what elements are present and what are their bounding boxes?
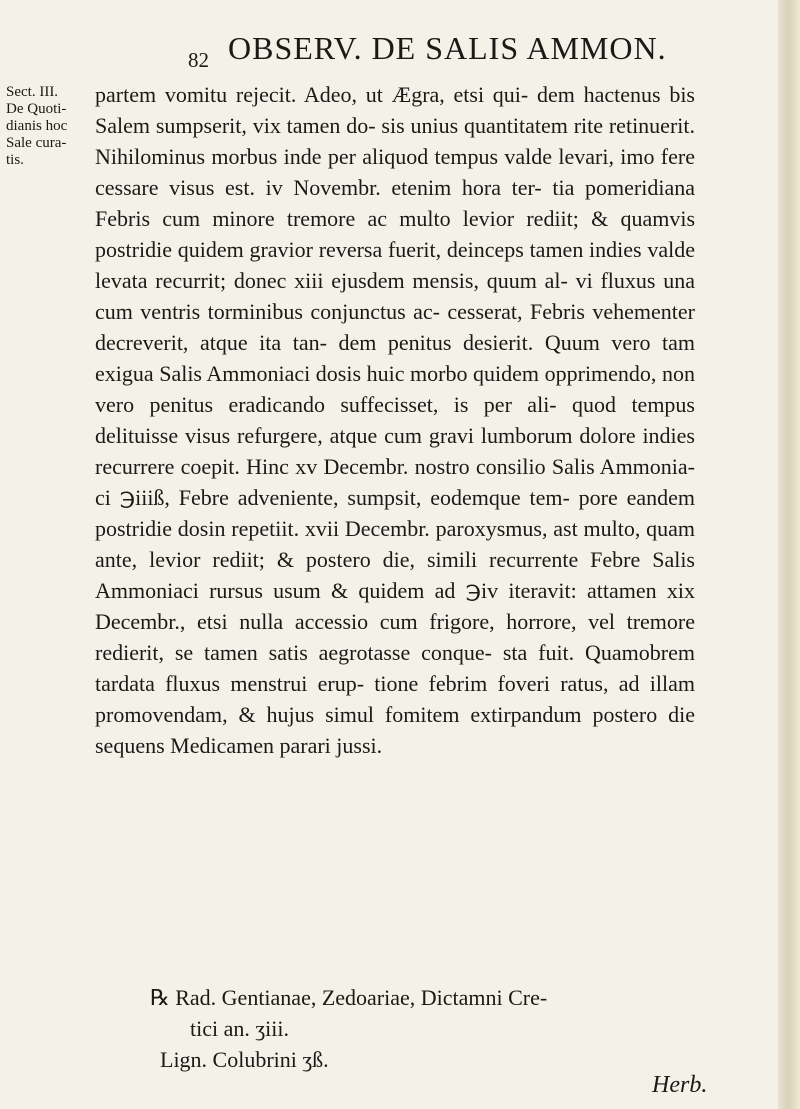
marginal-note (6, 84, 72, 169)
page-number: 82 (188, 48, 209, 72)
main-paragraph: partem vomitu rejecit. Adeo, ut Ægra, etsi qui- dem hactenus bis Salem sumpserit, vix tamen do- sis unius quantitatem rite retinuerit. Nihilominus morbus inde per aliquod tempus valde levari, imo fere cessare visus est. iv Novembr. etenim hora ter- tia pomeridiana Febris cum minore tremore ac multo levior rediit; & quamvis postridie quidem gravior reversa fuerit, deinceps tamen indies valde levata recurrit; donec xiii ejusdem mensis, quum al- vi fluxus una cum ventris torminibus conjunctus ac- cesserat, Febris vehementer decreverit, atque ita tan- dem penitus desierit. Quum vero tam exigua Salis Ammoniaci dosis huic morbo quidem opprimendo, non vero penitus eradicando suffecisset, is per ali- quod tempus delituisse visus refurgere, atque cum gravi lumborum dolore indies recurrere coepit. Hinc xv Decembr. nostro consilio Salis Ammonia- ci ℈iiiß, Febre adveniente, sumpsit, eodemque tem- pore eandem postridie dosin repetiit. xvii Decembr. paroxysmus, ast multo, quam ante, levior rediit; & postero die, simili recurrente Febre Salis Ammoniaci rursus usum & quidem ad ℈iv iteravit: attamen xix Decembr., etsi nulla accessio cum frigore, horrore, vel tremore redierit, se tamen satis aegrotasse conque- sta fuit. Quamobrem tardata fluxus menstrui erup- tione febrim foveri ratus, ad illam promovendam, & hujus simul fomitem extirpandum postero die sequens Medicamen parari jussi. (95, 82, 695, 758)
marginal-note-line: De Quoti- (6, 101, 67, 117)
page-header (188, 30, 728, 70)
body-text (95, 79, 695, 761)
page-edge-shadow (778, 0, 800, 1109)
marginal-note-line: dianis hoc (6, 118, 68, 134)
prescription-block (150, 982, 710, 1075)
catchword: Herb. (652, 1072, 708, 1098)
marginal-note-line: tis. (6, 152, 24, 168)
prescription-line-1: ℞ Rad. Gentianae, Zedoariae, Dictamni Cre- (150, 985, 548, 1010)
marginal-note-line: Sect. III. (6, 84, 59, 100)
marginal-note-line: Sale cura- (6, 135, 67, 151)
running-title: OBSERV. DE SALIS AMMON. (228, 30, 667, 66)
prescription-line-2: tici an. ʒiii. (190, 1016, 289, 1041)
prescription-line-3: Lign. Colubrini ʒß. (160, 1047, 329, 1072)
